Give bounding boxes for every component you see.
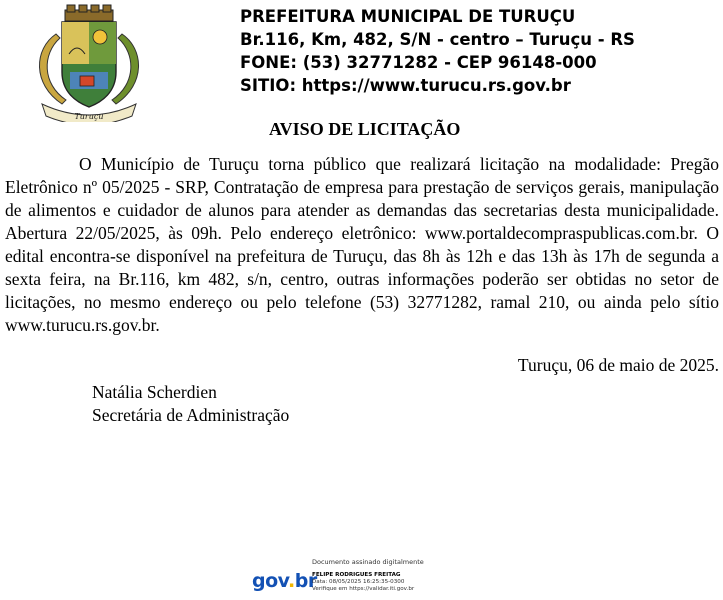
stamp-verify-link[interactable]: Verifique em https://validar.iti.gov.br <box>312 586 415 592</box>
signatory-block <box>92 381 289 427</box>
header-phone: FONE: (53) 32771282 - CEP 96148-000 <box>240 53 597 72</box>
shield-icon <box>62 22 116 107</box>
notice-title: AVISO DE LICITAÇÃO <box>269 119 461 139</box>
notice-body: O Município de Turuçu torna público que realizará licitação na modalidade: Pregão Eletrônico nº 05/2025 - SRP, Contratação de empresa para prestação de serviços gerais, manipulação de alimentos e cuidador de alunos para atender as demandas das secretarias desta municipalidade. Abertura 22/05/2025, às 09h. Pelo endereço eletrônico: www.portaldecompraspublicas.com.br. O edital encontra-se disponível na prefeitura de Turuçu, das 8h às 12h e das 13h às 17h de segunda a sexta feira, na Br.116, km 482, s/n, centro, outras informações poderão ser obtidas no setor de licitações, no mesmo endereço ou pelo telefone (53) 32771282, ramal 210, ou ainda pelo sítio www.turucu.rs.gov.br. <box>5 154 719 335</box>
stamp-title: Documento assinado digitalmente <box>312 558 424 566</box>
govbr-logo: gov.br <box>252 570 317 592</box>
crest-motto: Turuçu <box>74 112 104 121</box>
header-municipality: PREFEITURA MUNICIPAL DE TURUÇU <box>240 7 576 26</box>
signatory-role: Secretária de Administração <box>92 405 290 425</box>
digital-signature-stamp <box>252 557 452 599</box>
municipal-crest <box>22 4 156 122</box>
header-address: Br.116, Km, 482, S/N - centro – Turuçu - RS <box>240 30 635 49</box>
header-website: SITIO: https://www.turucu.rs.gov.br <box>240 76 571 95</box>
notice-date: Turuçu, 06 de maio de 2025. <box>517 355 719 375</box>
crown-icon <box>65 5 113 21</box>
header-block <box>240 5 635 97</box>
signatory-name: Natália Scherdien <box>92 382 217 402</box>
stamp-signer: FELIPE RODRIGUES FREITAG <box>312 572 401 578</box>
stamp-date: Data: 08/05/2025 16:25:35-0300 <box>312 579 405 585</box>
